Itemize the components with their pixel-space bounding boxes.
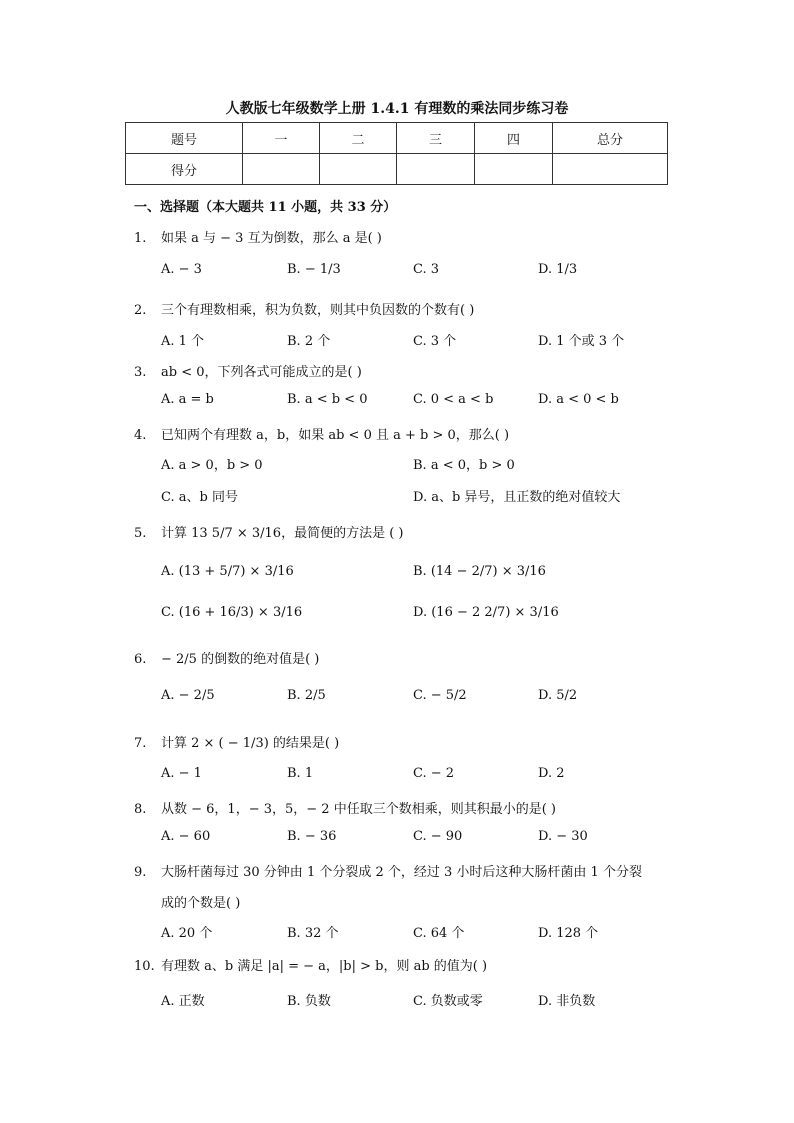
option-c[interactable]: C. 64 个: [413, 926, 465, 941]
option-d[interactable]: D. a < 0 < b: [538, 392, 619, 407]
option-b[interactable]: B. a < 0，b > 0: [413, 458, 515, 473]
question-10: [134, 955, 487, 974]
question-text: 如果 a 与 − 3 互为倒数，那么 a 是( ): [161, 231, 382, 246]
score-header-cell: 总分: [553, 123, 668, 154]
option-b[interactable]: B. − 36: [287, 829, 337, 844]
question-text: 有理数 a、b 满足 |a| = − a，|b| > b，则 ab 的值为( ): [161, 959, 488, 974]
question-1: [134, 227, 382, 246]
option-b[interactable]: B. (14 − 2/7) × 3/16: [413, 564, 546, 579]
option-b[interactable]: B. 2/5: [287, 688, 326, 703]
score-cell[interactable]: [475, 154, 553, 185]
option-a[interactable]: A. − 1: [161, 766, 202, 781]
option-d[interactable]: D. 5/2: [538, 688, 578, 703]
option-d[interactable]: D. − 30: [538, 829, 588, 844]
question-5: [134, 522, 404, 541]
option-d[interactable]: D. (16 − 2 2/7) × 3/16: [413, 605, 559, 620]
question-number: 10.: [134, 959, 155, 974]
question-text: 三个有理数相乘，积为负数，则其中负因数的个数有( ): [161, 303, 475, 318]
question-2: [134, 299, 474, 318]
score-cell[interactable]: [553, 154, 668, 185]
option-c[interactable]: C. 3: [413, 262, 440, 277]
question-number: 5.: [134, 526, 147, 541]
option-b[interactable]: B. − 1/3: [287, 262, 341, 277]
option-a[interactable]: A. − 3: [161, 262, 202, 277]
question-8: [134, 798, 556, 817]
option-d[interactable]: D. 1 个或 3 个: [538, 334, 625, 349]
section-heading: 一、选择题（本大题共 11 小题，共 33 分）: [134, 200, 397, 215]
score-cell[interactable]: [243, 154, 320, 185]
option-c[interactable]: C. 负数或零: [413, 994, 483, 1009]
option-c[interactable]: C. a、b 同号: [161, 490, 238, 505]
question-3: [134, 361, 362, 380]
option-c[interactable]: C. (16 + 16/3) × 3/16: [161, 605, 303, 620]
score-header-cell: 一: [243, 123, 320, 154]
option-c[interactable]: C. 0 < a < b: [413, 392, 494, 407]
question-number: 1.: [134, 231, 147, 246]
score-header-cell: 三: [397, 123, 475, 154]
score-header-cell: 二: [320, 123, 397, 154]
option-b[interactable]: B. 2 个: [287, 334, 331, 349]
question-number: 7.: [134, 736, 147, 751]
score-table-header-row: [126, 123, 668, 154]
page-title: 人教版七年级数学上册 1.4.1 有理数的乘法同步练习卷: [225, 101, 569, 117]
question-text: 计算 2 × ( − 1/3) 的结果是( ): [161, 736, 340, 751]
score-table: [125, 122, 668, 185]
score-header-cell: 题号: [126, 123, 243, 154]
score-cell[interactable]: [320, 154, 397, 185]
option-a[interactable]: A. − 2/5: [161, 688, 215, 703]
score-cell[interactable]: [397, 154, 475, 185]
question-text: 计算 13 5/7 × 3/16，最简便的方法是 ( ): [161, 526, 404, 541]
question-text: ab < 0，下列各式可能成立的是( ): [161, 365, 362, 380]
question-9: [134, 861, 642, 880]
question-text: 已知两个有理数 a，b，如果 ab < 0 且 a + b > 0，那么( ): [161, 428, 510, 443]
option-a[interactable]: A. (13 + 5/7) × 3/16: [161, 564, 294, 579]
score-row-label: 得分: [126, 154, 243, 185]
option-a[interactable]: A. 20 个: [161, 926, 213, 941]
option-b[interactable]: B. 32 个: [287, 926, 339, 941]
question-number: 3.: [134, 365, 147, 380]
question-number: 9.: [134, 865, 147, 880]
question-number: 6.: [134, 652, 147, 667]
option-b[interactable]: B. 负数: [287, 994, 331, 1009]
score-header-cell: 四: [475, 123, 553, 154]
question-6: [134, 648, 319, 667]
question-text: 大肠杆菌每过 30 分钟由 1 个分裂成 2 个，经过 3 小时后这种大肠杆菌由 1 个分裂: [161, 865, 642, 880]
option-a[interactable]: A. a = b: [161, 392, 214, 407]
option-b[interactable]: B. 1: [287, 766, 314, 781]
question-number: 8.: [134, 802, 147, 817]
question-number: 4.: [134, 428, 147, 443]
option-a[interactable]: A. 正数: [161, 994, 205, 1009]
option-a[interactable]: A. − 60: [161, 829, 211, 844]
question-text: 从数 − 6，1，− 3，5，− 2 中任取三个数相乘，则其积最小的是( ): [161, 802, 556, 817]
option-a[interactable]: A. a > 0，b > 0: [161, 458, 263, 473]
option-c[interactable]: C. − 5/2: [413, 688, 467, 703]
option-d[interactable]: D. 2: [538, 766, 565, 781]
option-d[interactable]: D. 1/3: [538, 262, 578, 277]
question-text: − 2/5 的倒数的绝对值是( ): [161, 652, 320, 667]
option-d[interactable]: D. 非负数: [538, 994, 596, 1009]
score-table-score-row: [126, 154, 668, 185]
question-4: [134, 424, 509, 443]
question-7: [134, 732, 339, 751]
question-9-continued: 成的个数是( ): [161, 896, 241, 911]
option-d[interactable]: D. 128 个: [538, 926, 599, 941]
option-d[interactable]: D. a、b 异号，且正数的绝对值较大: [413, 490, 621, 505]
option-a[interactable]: A. 1 个: [161, 334, 205, 349]
option-c[interactable]: C. 3 个: [413, 334, 457, 349]
option-c[interactable]: C. − 2: [413, 766, 455, 781]
option-b[interactable]: B. a < b < 0: [287, 392, 368, 407]
option-c[interactable]: C. − 90: [413, 829, 463, 844]
question-number: 2.: [134, 303, 147, 318]
